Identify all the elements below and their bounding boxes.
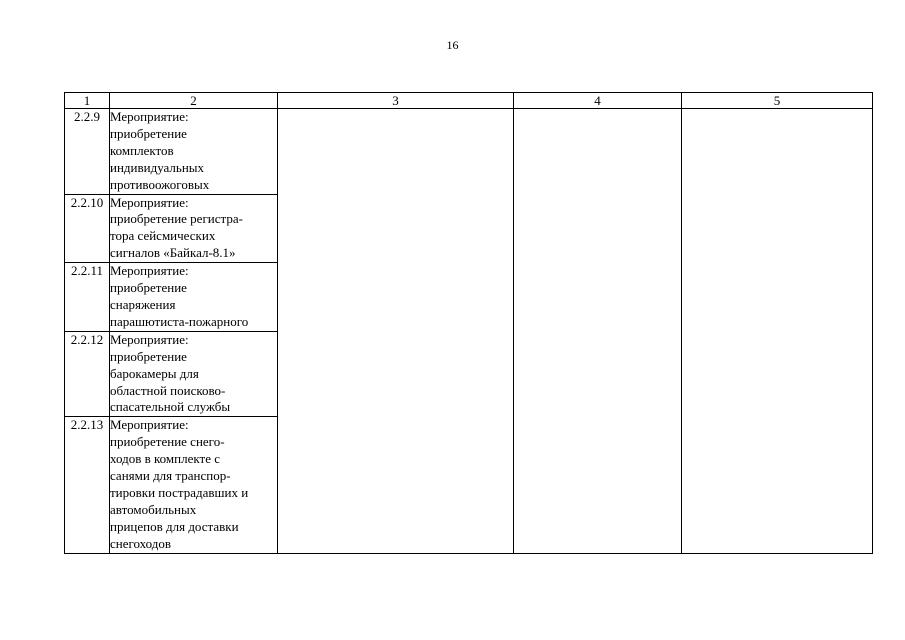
measure-name-line: снегоходов: [110, 535, 172, 551]
measure-name-line: ходов в комплекте с: [110, 451, 220, 467]
row-number: 2.2.13: [65, 417, 110, 553]
measures-table: [64, 92, 873, 554]
column-header-2: 2: [110, 93, 278, 109]
measure-name-line: Мероприятие:: [110, 109, 189, 124]
measure-name-line: приобретение: [110, 125, 187, 141]
measure-name-line: противоожоговых: [110, 176, 210, 192]
measure-name-line: парашютиста-пожарного: [110, 313, 249, 329]
measure-name-line: тора сейсмических: [110, 228, 216, 244]
measure-name-line: снаряжения: [110, 296, 176, 312]
measure-name-line: приобретение: [110, 348, 187, 364]
measure-name: [110, 417, 278, 553]
measure-name: [110, 109, 278, 195]
measure-name-line: приобретение: [110, 280, 187, 296]
measure-name-line: прицепов для доставки: [110, 518, 239, 534]
column-3-cell: [278, 109, 514, 554]
measure-name-line: приобретение регистра-: [110, 211, 243, 227]
measure-name-line: автомобильных: [110, 501, 197, 517]
measure-name-line: Мероприятие:: [110, 263, 189, 279]
row-number: 2.2.9: [65, 109, 110, 195]
measure-name-line: индивидуальных: [110, 159, 205, 175]
column-header-3: 3: [278, 93, 514, 109]
column-4-cell: [514, 109, 682, 554]
measure-name: [110, 194, 278, 263]
measure-name-line: барокамеры для: [110, 365, 199, 381]
row-number: 2.2.11: [65, 263, 110, 332]
header-row: [65, 93, 873, 109]
column-5-cell: [682, 109, 873, 554]
measure-name-line: Мероприятие:: [110, 331, 189, 347]
column-header-4: 4: [514, 93, 682, 109]
measure-name-line: Мероприятие:: [110, 417, 189, 433]
measure-name: [110, 263, 278, 332]
measure-name-line: спасательной службы: [110, 399, 231, 415]
row-number: 2.2.10: [65, 194, 110, 263]
column-header-5: 5: [682, 93, 873, 109]
measure-name-line: тировки пострадавших и: [110, 484, 249, 500]
measure-name-line: сигналов «Байкал-8.1»: [110, 245, 236, 261]
measure-name-line: комплектов: [110, 142, 174, 158]
page-number: 16: [446, 38, 459, 52]
measure-name-line: областной поисково-: [110, 382, 226, 398]
row-number: 2.2.12: [65, 331, 110, 417]
measure-name-line: Мероприятие:: [110, 194, 189, 210]
measure-name: [110, 331, 278, 417]
table-row: [65, 109, 873, 195]
column-header-1: 1: [65, 93, 110, 109]
measure-name-line: санями для транспор-: [110, 468, 231, 484]
measure-name-line: приобретение снего-: [110, 434, 225, 450]
